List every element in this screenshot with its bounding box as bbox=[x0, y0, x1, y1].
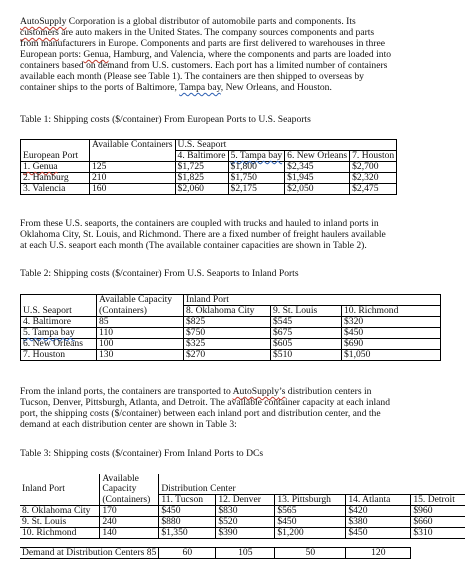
table2-dest-1: 9. St. Louis bbox=[271, 306, 342, 317]
table-row bbox=[21, 173, 397, 184]
table3 bbox=[20, 474, 465, 559]
cost-cell: $450 bbox=[275, 517, 346, 528]
para2-line-3: at each U.S. seaport each month (The available container capacities are shown in Table 2). bbox=[20, 240, 367, 251]
row-label: 8. Oklahoma City bbox=[20, 506, 100, 517]
cost-cell: $545 bbox=[271, 317, 342, 328]
table2-caption: Table 2: Shipping costs ($/container) From U.S. Seaports to Inland Ports bbox=[20, 268, 299, 279]
cost-cell: $2,345 bbox=[285, 162, 350, 173]
cost-cell: $750 bbox=[184, 328, 271, 339]
intro-text: are auto makers in the United States. The company sources components and parts bbox=[58, 27, 375, 38]
intro-line-5: containers based on demand from U.S. customers. Each port has a limited number of containers bbox=[20, 60, 388, 71]
cost-cell: $420 bbox=[346, 506, 411, 517]
cost-cell: $1,050 bbox=[342, 350, 441, 361]
cost-cell: $390 bbox=[216, 528, 275, 539]
para3-line-3: port, the shipping costs ($/container) between each inland port and distribution center, and the bbox=[20, 408, 381, 419]
cost-cell: $660 bbox=[411, 517, 466, 528]
table1-dest-1: 5. Tampa bay bbox=[228, 151, 285, 162]
row-label: 9. St. Louis bbox=[20, 517, 100, 528]
row-avail: 160 bbox=[90, 184, 176, 195]
intro-text: , New Orleans, and Houston. bbox=[220, 82, 332, 93]
cost-cell: $2,320 bbox=[350, 173, 397, 184]
cost-cell: $830 bbox=[216, 506, 275, 517]
table1-col-header: European Port bbox=[21, 151, 90, 162]
table-row bbox=[20, 528, 465, 539]
table-row bbox=[21, 328, 441, 339]
table3-dest-3: 14. Atlanta bbox=[346, 495, 411, 506]
cost-cell: $1,945 bbox=[285, 173, 350, 184]
company-possessive: ’s bbox=[279, 386, 286, 397]
cost-cell: $270 bbox=[184, 350, 271, 361]
cost-cell: $960 bbox=[411, 506, 466, 517]
demand-value: 85 bbox=[146, 547, 157, 558]
row-label: 1. Genua bbox=[21, 162, 90, 173]
table-row bbox=[21, 162, 397, 173]
table3-col-header: Inland Port bbox=[20, 484, 100, 495]
cost-cell: $2,175 bbox=[228, 184, 285, 195]
demand-value: 105 bbox=[216, 548, 275, 559]
cost-cell: $320 bbox=[342, 317, 441, 328]
para3-line-1 bbox=[20, 386, 466, 397]
table1 bbox=[20, 139, 397, 195]
table1-dest-3: 7. Houston bbox=[350, 151, 397, 162]
table3-group-header: Distribution Center bbox=[159, 484, 466, 495]
table3-dest-2: 13. Pittsburgh bbox=[275, 495, 346, 506]
intro-paragraph bbox=[20, 16, 466, 93]
customers-word: customers bbox=[20, 27, 59, 38]
cost-cell: $450 bbox=[159, 506, 216, 517]
cost-cell: $605 bbox=[271, 339, 342, 350]
intro-line-4 bbox=[20, 49, 466, 60]
row-label: 5. Tampa bay bbox=[21, 328, 97, 339]
row-avail: 140 bbox=[100, 528, 159, 539]
row-label: 4. Baltimore bbox=[21, 317, 97, 328]
row-avail: 110 bbox=[97, 328, 184, 339]
row-avail: 100 bbox=[97, 339, 184, 350]
para3-line-2: Tucson, Denver, Pittsburgh, Atlanta, and Detroit. The available container capacity at each inland bbox=[20, 397, 391, 408]
demand-blank bbox=[411, 548, 466, 559]
table1-avail-header: Available Containers bbox=[90, 140, 176, 151]
table2-avail-header: Available Capacity bbox=[97, 295, 184, 306]
cost-cell: $825 bbox=[184, 317, 271, 328]
row-label: 3. Valencia bbox=[21, 184, 90, 195]
cost-cell: $1,800 bbox=[228, 162, 285, 173]
cost-cell: $1,725 bbox=[175, 162, 228, 173]
cost-cell: $380 bbox=[346, 517, 411, 528]
intro-line-3: from manufacturers in Europe. Components and parts are first delivered to warehouses in three bbox=[20, 38, 385, 49]
demand-value: 60 bbox=[159, 548, 216, 559]
table3-avail-sub2: (Containers) bbox=[100, 495, 159, 506]
para3-line-4: demand at each distribution center are shown in Table 3: bbox=[20, 419, 237, 430]
table3-dest-0: 11. Tucson bbox=[159, 495, 216, 506]
intro-text: , Hamburg, and Valencia, where the components and parts are loaded into bbox=[108, 49, 392, 60]
cost-cell: $520 bbox=[216, 517, 275, 528]
table3-col-header-spacer bbox=[20, 495, 100, 506]
table1-dest-0: 4. Baltimore bbox=[175, 151, 228, 162]
company-name: AutoSupply bbox=[232, 386, 279, 397]
cost-cell: $2,700 bbox=[350, 162, 397, 173]
table2-avail-sub: (Containers) bbox=[97, 306, 184, 317]
intro-line-7 bbox=[20, 82, 466, 93]
genua-word: Genua bbox=[83, 49, 109, 60]
table2-header-cell bbox=[21, 295, 97, 306]
table2-dest-0: 8. Oklahoma City bbox=[184, 306, 271, 317]
para2-line-1: From these U.S. seaports, the containers are coupled with trucks and hauled to inland ports in bbox=[20, 218, 379, 229]
table3-avail-header: Available bbox=[100, 474, 159, 484]
table1-group-header: U.S. Seaport bbox=[175, 140, 397, 151]
table2-group-header: Inland Port bbox=[184, 295, 441, 306]
table3-dest-4: 15. Detroit bbox=[411, 495, 466, 506]
demand-label: Demand at Distribution Centers 85 bbox=[20, 548, 159, 559]
table2-dest-2: 10. Richmond bbox=[342, 306, 441, 317]
demand-value: 50 bbox=[275, 548, 346, 559]
row-avail: 130 bbox=[97, 350, 184, 361]
para3-text: distribution centers in bbox=[285, 386, 372, 397]
row-avail: 85 bbox=[97, 317, 184, 328]
table-row bbox=[20, 517, 465, 528]
cost-cell: $450 bbox=[346, 528, 411, 539]
tampa-word: Tampa bay bbox=[179, 82, 221, 93]
table-row bbox=[21, 350, 441, 361]
cost-cell: $325 bbox=[184, 339, 271, 350]
table1-caption: Table 1: Shipping costs ($/container) From European Ports to U.S. Seaports bbox=[20, 114, 311, 125]
cost-cell: $510 bbox=[271, 350, 342, 361]
cost-cell: $450 bbox=[342, 328, 441, 339]
cost-cell: $1,825 bbox=[175, 173, 228, 184]
table1-header-cell bbox=[21, 140, 90, 151]
demand-row bbox=[20, 548, 465, 559]
intro-line-1 bbox=[20, 16, 466, 27]
cost-cell: $1,750 bbox=[228, 173, 285, 184]
paragraph-3 bbox=[20, 386, 466, 430]
intro-text: Corporation is a global distributor of automobile parts and components. Its bbox=[66, 16, 356, 27]
cost-cell: $675 bbox=[271, 328, 342, 339]
cost-cell: $880 bbox=[159, 517, 216, 528]
row-label: 7. Houston bbox=[21, 350, 97, 361]
cost-cell: $1,200 bbox=[275, 528, 346, 539]
cost-cell: $2,050 bbox=[285, 184, 350, 195]
table-row bbox=[21, 184, 397, 195]
cost-cell: $2,060 bbox=[175, 184, 228, 195]
table-row bbox=[21, 339, 441, 350]
row-avail: 210 bbox=[90, 173, 176, 184]
row-avail: 170 bbox=[100, 506, 159, 517]
table1-avail-header-spacer bbox=[90, 151, 176, 162]
table1-dest-2: 6. New Orleans bbox=[285, 151, 350, 162]
intro-text: container ships to the ports of Baltimore, bbox=[20, 82, 180, 93]
cost-cell: $2,475 bbox=[350, 184, 397, 195]
table2 bbox=[20, 294, 441, 361]
table3-avail-sub: Capacity bbox=[100, 484, 159, 495]
intro-line-2 bbox=[20, 27, 466, 38]
table-row bbox=[20, 506, 465, 517]
cost-cell: $310 bbox=[411, 528, 466, 539]
table2-col-header: U.S. Seaport bbox=[21, 306, 97, 317]
para3-text: From the inland ports, the containers are transported to bbox=[20, 386, 233, 397]
demand-value: 120 bbox=[346, 548, 411, 559]
intro-line-6: available each month (Please see Table 1). The containers are then shipped to overseas by bbox=[20, 71, 364, 82]
row-avail: 240 bbox=[100, 517, 159, 528]
row-label: 2. Hamburg bbox=[21, 173, 90, 184]
row-avail: 125 bbox=[90, 162, 176, 173]
table3-dest-1: 12. Denver bbox=[216, 495, 275, 506]
table3-caption: Table 3: Shipping costs ($/container) From Inland Ports to DCs bbox=[20, 448, 264, 459]
intro-text: European ports: bbox=[20, 49, 84, 60]
table-row bbox=[21, 317, 441, 328]
para2-line-2: Oklahoma City, St. Louis, and Richmond. There are a fixed number of freight haulers available bbox=[20, 229, 386, 240]
row-label: 10. Richmond bbox=[20, 528, 100, 539]
company-name: AutoSupply bbox=[20, 16, 67, 27]
cost-cell: $1,350 bbox=[159, 528, 216, 539]
cost-cell: $690 bbox=[342, 339, 441, 350]
cost-cell: $565 bbox=[275, 506, 346, 517]
paragraph-2 bbox=[20, 218, 466, 251]
row-label: 6. New Orleans bbox=[21, 339, 97, 350]
